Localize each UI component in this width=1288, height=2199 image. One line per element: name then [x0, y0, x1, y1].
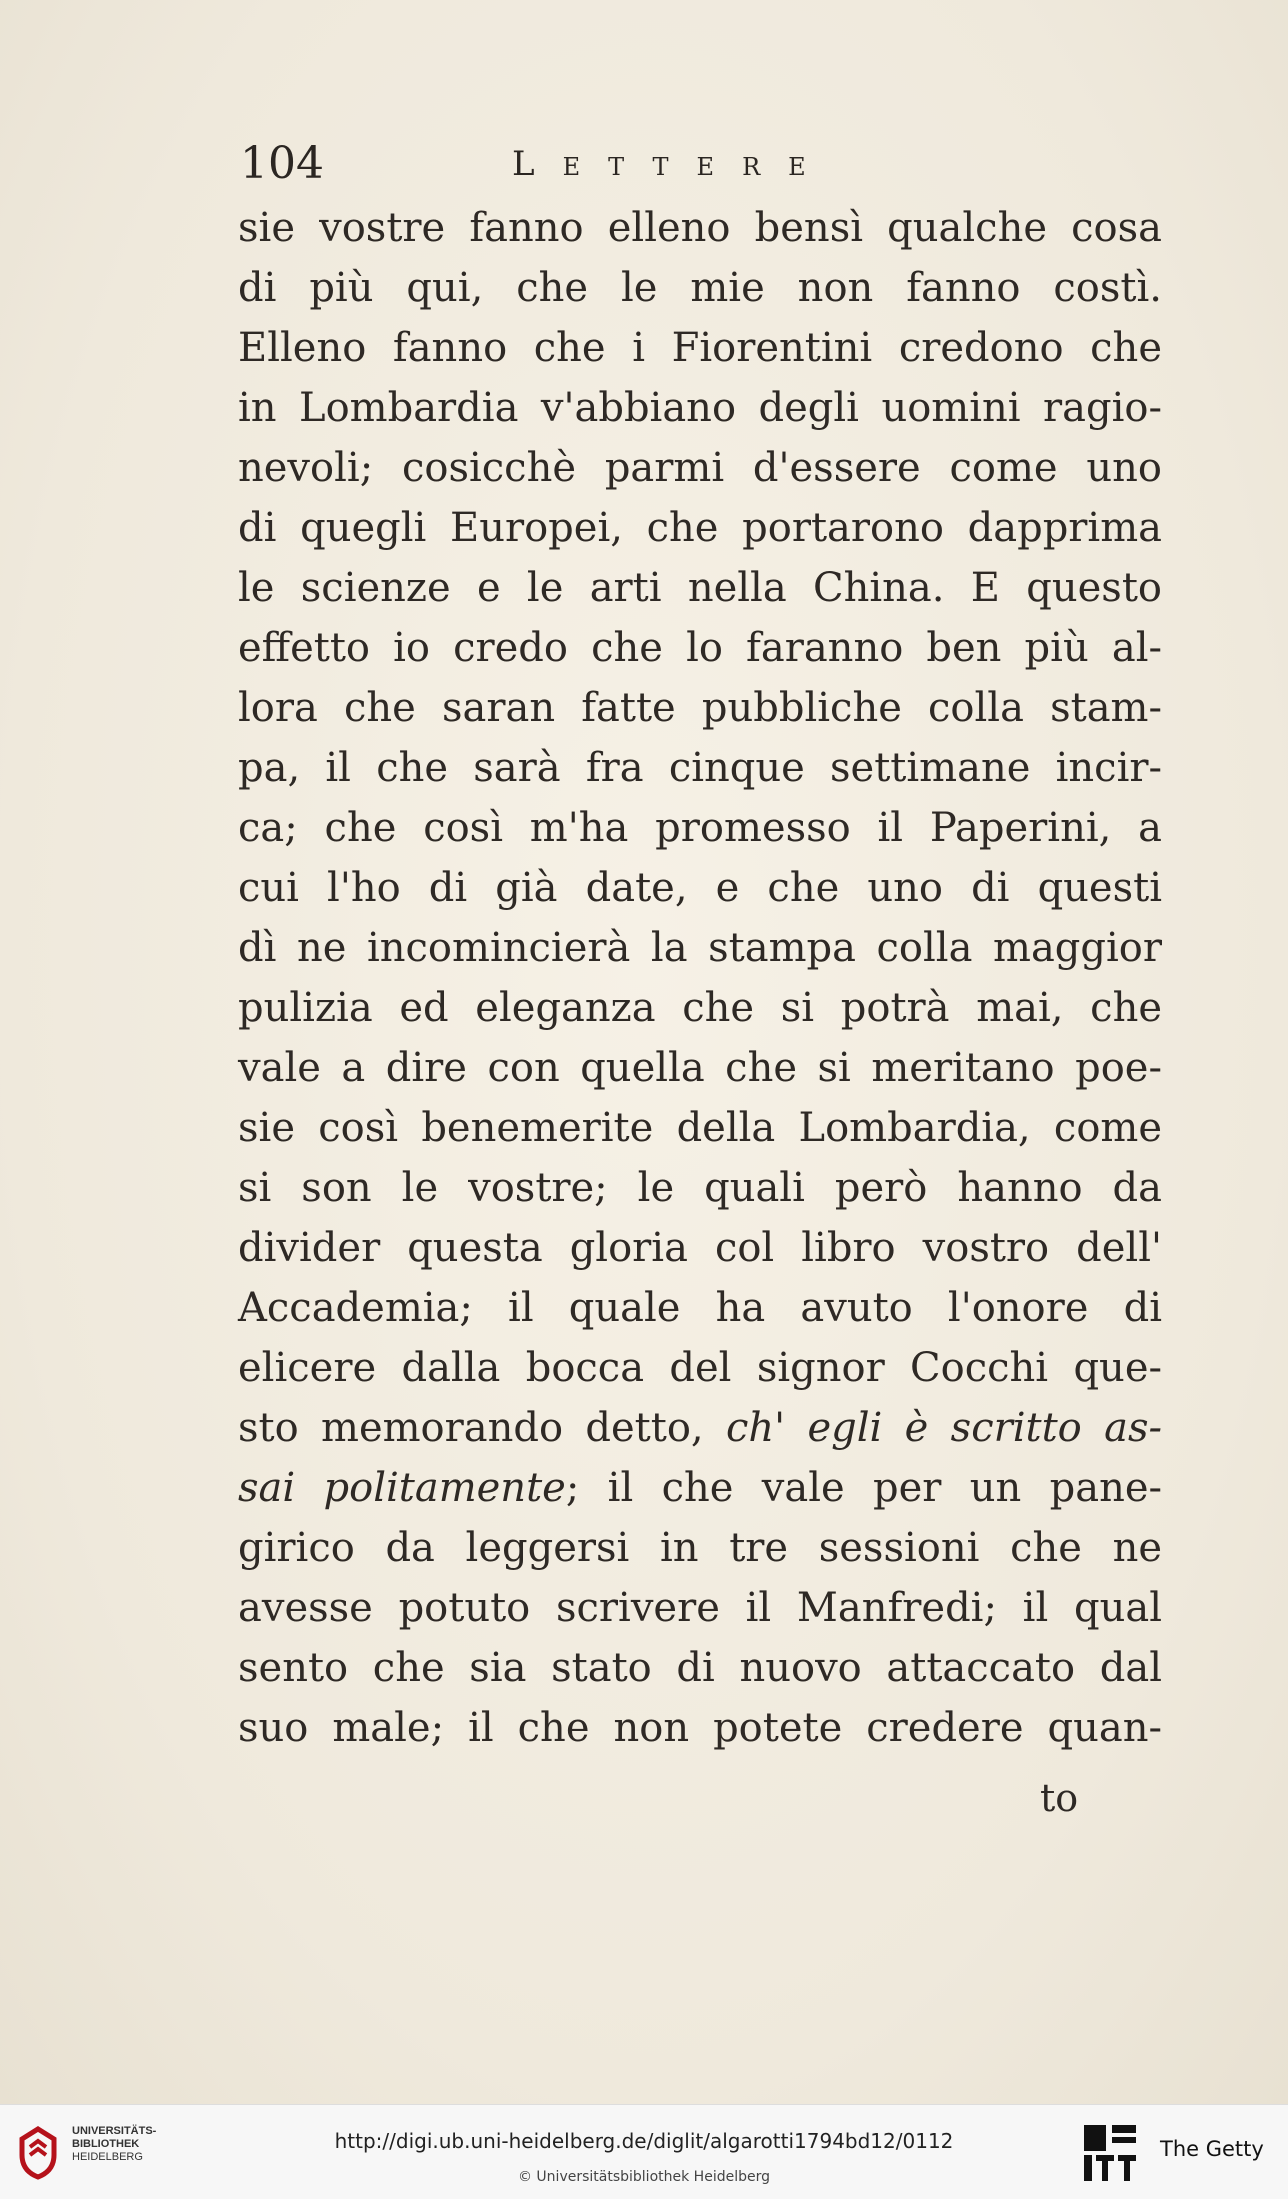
- text-line: elicere dalla bocca del signor Cocchi que-: [238, 1345, 1162, 1391]
- text-line: effetto io credo che lo faranno ben più al-: [238, 625, 1162, 671]
- italic-segment: ch' egli è scritto as-: [725, 1405, 1162, 1451]
- text-line: pa, il che sarà fra cinque settimane incir-: [238, 745, 1162, 791]
- text-line: sento che sia stato di nuovo attaccato dal: [238, 1645, 1162, 1691]
- text-line: nevoli; cosicchè parmi d'essere come uno: [238, 445, 1162, 491]
- library-name-line: BIBLIOTHEK: [72, 2138, 140, 2150]
- running-title: Lettere: [512, 144, 834, 184]
- getty-logo-icon: [1082, 2123, 1138, 2183]
- text-line-mixed: [238, 1398, 1162, 1458]
- text-line: le scienze e le arti nella China. E questo: [238, 565, 1162, 611]
- library-city-line: HEIDELBERG: [72, 2151, 143, 2163]
- text-line: cui l'ho di già date, e che uno di questi: [238, 865, 1162, 911]
- catchword: to: [1040, 1776, 1079, 1820]
- text-line: Accademia; il quale ha avuto l'onore di: [238, 1285, 1162, 1331]
- text-line: lora che saran fatte pubbliche colla stam-: [238, 685, 1162, 731]
- text-line: di più qui, che le mie non fanno costì.: [238, 265, 1162, 311]
- library-name-line: UNIVERSITÄTS-: [72, 2125, 157, 2137]
- text-segment: ; il che vale per un pane-: [565, 1465, 1163, 1511]
- text-line: ca; che così m'ha promesso il Paperini, a: [238, 805, 1162, 851]
- text-line-mixed: [238, 1458, 1162, 1518]
- letter-text: [238, 198, 1162, 1758]
- text-segment: sto memorando detto,: [238, 1405, 726, 1451]
- text-line: sie così benemerite della Lombardia, come: [238, 1105, 1162, 1151]
- page-number: 104: [240, 138, 324, 189]
- text-line: di quegli Europei, che portarono dapprima: [238, 505, 1162, 551]
- text-line: in Lombardia v'abbiano degli uomini ragio-: [238, 385, 1162, 431]
- text-line: Elleno fanno che i Fiorentini credono che: [238, 325, 1162, 371]
- page-header: [240, 140, 1160, 188]
- italic-segment: sai politamente: [238, 1465, 566, 1511]
- text-line: avesse potuto scrivere il Manfredi; il qual: [238, 1585, 1162, 1631]
- text-line: dì ne incomincierà la stampa colla maggior: [238, 925, 1162, 971]
- copyright-notice: © Universitätsbibliothek Heidelberg: [517, 2169, 770, 2185]
- permalink-url[interactable]: http://digi.ub.uni-heidelberg.de/diglit/algarotti1794bd12/0112: [334, 2129, 954, 2153]
- text-line: pulizia ed eleganza che si potrà mai, che: [238, 985, 1162, 1031]
- viewer-footer: [0, 2104, 1288, 2199]
- getty-name: The Getty: [1160, 2137, 1264, 2161]
- text-line: girico da leggersi in tre sessioni che ne: [238, 1525, 1162, 1571]
- text-line: divider questa gloria col libro vostro dell': [238, 1225, 1162, 1271]
- text-line: sie vostre fanno elleno bensì qualche cosa: [238, 205, 1162, 251]
- text-line: vale a dire con quella che si meritano poe-: [238, 1045, 1162, 1091]
- text-line: si son le vostre; le quali però hanno da: [238, 1165, 1162, 1211]
- text-line: suo male; il che non potete credere quan-: [238, 1705, 1162, 1751]
